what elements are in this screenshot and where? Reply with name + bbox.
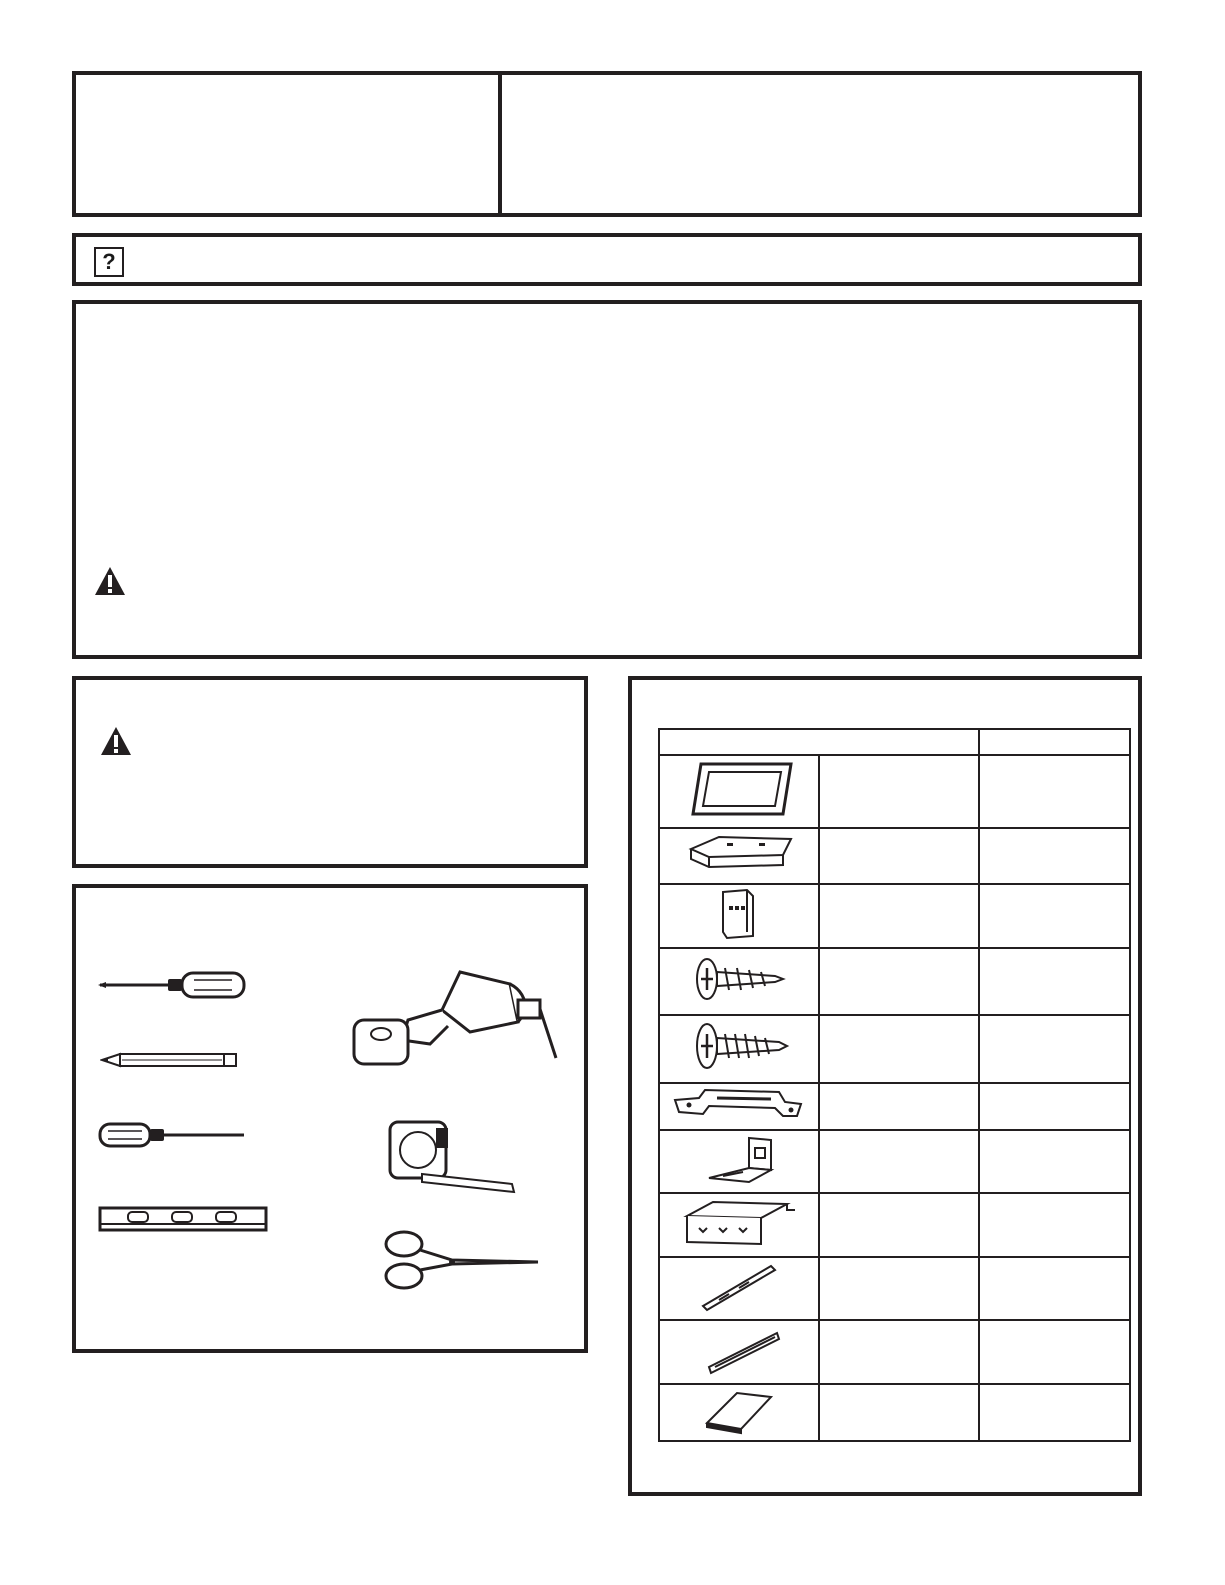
top-bracket-icon bbox=[669, 1194, 809, 1250]
part-qty bbox=[979, 1083, 1130, 1130]
part-qty bbox=[979, 884, 1130, 948]
table-row bbox=[659, 948, 1130, 1014]
part-name bbox=[819, 1384, 979, 1441]
table-row bbox=[659, 1015, 1130, 1083]
part-qty bbox=[979, 1015, 1130, 1083]
side-strip-icon bbox=[679, 1258, 799, 1314]
table-row bbox=[659, 1083, 1130, 1130]
header-divider bbox=[498, 71, 502, 217]
part-qty bbox=[979, 1130, 1130, 1192]
help-bar bbox=[72, 233, 1142, 286]
drill-icon bbox=[350, 962, 560, 1072]
part-qty bbox=[979, 755, 1130, 827]
question-mark-icon: ? bbox=[94, 247, 124, 277]
mounting-plate-icon bbox=[679, 831, 799, 875]
part-qty bbox=[979, 948, 1130, 1014]
part-name bbox=[819, 755, 979, 827]
part-name bbox=[819, 1257, 979, 1320]
part-name bbox=[819, 828, 979, 884]
vent-adapter-icon bbox=[679, 886, 799, 942]
table-row bbox=[659, 1320, 1130, 1383]
part-name bbox=[819, 1193, 979, 1257]
part-qty bbox=[979, 1257, 1130, 1320]
warning-triangle-icon bbox=[100, 726, 132, 756]
phillips-screwdriver-icon bbox=[98, 970, 248, 1000]
part-name bbox=[819, 948, 979, 1014]
part-qty bbox=[979, 828, 1130, 884]
parts-table-header bbox=[659, 729, 1130, 755]
warning-triangle-icon bbox=[94, 566, 126, 596]
part-name bbox=[819, 1015, 979, 1083]
parts-header-part bbox=[659, 729, 979, 755]
level-icon bbox=[98, 1204, 270, 1234]
part-qty bbox=[979, 1320, 1130, 1383]
table-row bbox=[659, 1193, 1130, 1257]
part-qty bbox=[979, 1193, 1130, 1257]
header-box bbox=[72, 71, 1142, 217]
angle-bracket-icon bbox=[679, 1132, 799, 1186]
parts-table bbox=[658, 728, 1131, 1442]
frame-trim-icon bbox=[679, 758, 799, 820]
table-row bbox=[659, 1384, 1130, 1441]
wood-screw-icon bbox=[679, 950, 799, 1008]
flat-head-screw-icon bbox=[679, 1016, 799, 1076]
bracket-strip-icon bbox=[669, 1084, 809, 1124]
intro-section bbox=[72, 300, 1142, 659]
tools-box bbox=[72, 884, 588, 1353]
table-row bbox=[659, 1257, 1130, 1320]
warning-box bbox=[72, 676, 588, 868]
part-name bbox=[819, 1083, 979, 1130]
part-name bbox=[819, 1130, 979, 1192]
awl-icon bbox=[98, 1120, 248, 1150]
booklet-icon bbox=[679, 1385, 799, 1435]
tape-measure-icon bbox=[386, 1118, 526, 1198]
table-row bbox=[659, 828, 1130, 884]
table-row bbox=[659, 755, 1130, 827]
part-name bbox=[819, 1320, 979, 1383]
part-name bbox=[819, 884, 979, 948]
scissors-icon bbox=[382, 1226, 542, 1296]
parts-header-qty bbox=[979, 729, 1130, 755]
trim-strip-icon bbox=[679, 1321, 799, 1377]
part-qty bbox=[979, 1384, 1130, 1441]
pencil-icon bbox=[100, 1050, 240, 1070]
table-row bbox=[659, 884, 1130, 948]
table-row bbox=[659, 1130, 1130, 1192]
